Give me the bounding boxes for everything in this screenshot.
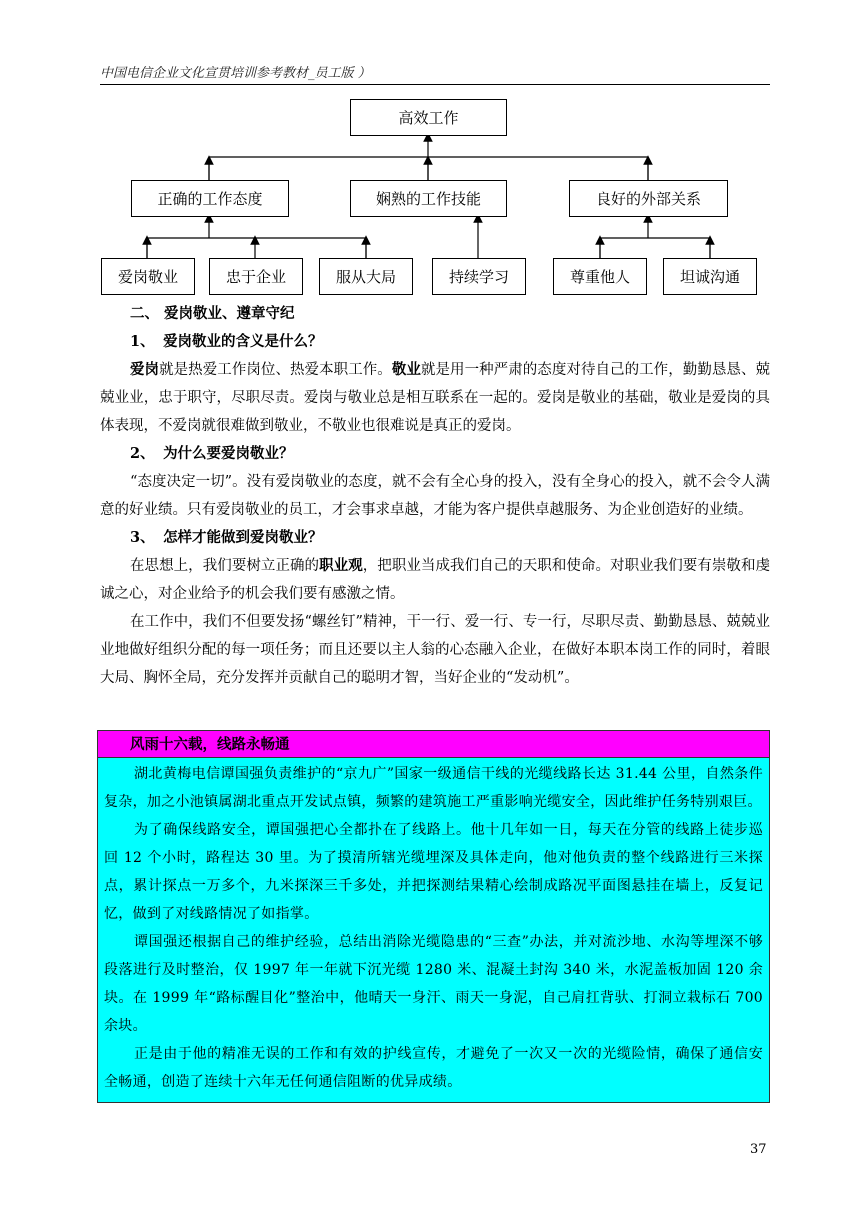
diagram-leaf-box: 坦诚沟通 <box>663 258 757 295</box>
paragraph-work: 在工作中，我们不但要发扬“螺丝钉”精神，干一行、爱一行、专一行，尽职尽责、勤勤恳恳、兢兢业业地做好组织分配的每一项任务；而且还要以主人翁的心态融入企业，在做好本职本岗工作的同时，着眼大局、胸怀全局，充分发挥并贡献自己的聪明才智，当好企业的“发动机”。 <box>100 614 770 686</box>
question-title: 怎样才能做到爱岗敬业？ <box>163 529 323 546</box>
story-body <box>97 757 770 1103</box>
main-content <box>100 300 770 692</box>
page-number: 37 <box>750 1142 767 1157</box>
bold-term: 职业观 <box>319 557 363 574</box>
paragraph-text: 在思想上，我们要树立正确的 <box>130 558 320 574</box>
running-header: 中国电信企业文化宣贯培训参考教材_员工版 ） <box>100 62 770 85</box>
diagram-leaf-box: 服从大局 <box>319 258 413 295</box>
story-paragraph: 湖北黄梅电信谭国强负责维护的“京九广”国家一级通信干线的光缆线路长达 31.44 公里，自然条件复杂，加之小池镇属湖北重点开发试点镇，频繁的建筑施工严重影响光缆安全，因此维护任务特别艰巨。 <box>104 766 763 810</box>
bold-term: 爱岗 <box>130 361 160 378</box>
story-paragraph: 正是由于他的精准无误的工作和有效的护线宣传，才避免了一次又一次的光缆险情，确保了通信安全畅通，创造了连续十六年无任何通信阻断的优异成绩。 <box>104 1046 763 1090</box>
question-number: 1、 <box>130 333 155 350</box>
question-title: 为什么要爱岗敬业？ <box>163 445 294 462</box>
paragraph-text: ，把职业当成我们自己的天职和使命。对职业我们要有崇敬和虔诚之心，对企业给予的机会我们要有感激之情。 <box>100 558 771 602</box>
diagram-leaf-box: 尊重他人 <box>553 258 647 295</box>
story-paragraph: 谭国强还根据自己的维护经验，总结出消除光缆隐患的“三查”办法，并对流沙地、水沟等埋深不够段落进行及时整治，仅 1997 年一年就下沉光缆 1280 米、混凝土封沟 340 米，水泥盖板加固 120 余块。在 1999 年“路标醒目化”整治中，他晴天一身汗、雨天一身泥，自己肩扛背驮、打洞立栽标石 700 余块。 <box>104 934 763 1034</box>
story-title: 风雨十六载，线路永畅通 <box>97 730 770 757</box>
diagram-leaf-box: 爱岗敬业 <box>101 258 195 295</box>
diagram-leaf-box: 持续学习 <box>432 258 526 295</box>
question-heading-3 <box>100 524 770 552</box>
story-box <box>97 730 770 1103</box>
bold-term: 敬业 <box>391 361 421 378</box>
paragraph-definition <box>100 356 770 440</box>
paragraph-text: 就是用一种严肃的态度对待自己的工作，勤勤恳恳、兢兢业业，忠于职守，尽职尽责。爱岗与敬业总是相互联系在一起的。爱岗是敬业的基础，敬业是爱岗的具体表现，不爱岗就很难做到敬业，不敬业也很难说是真正的爱岗。 <box>100 362 771 434</box>
paragraph-thought <box>100 552 770 608</box>
question-heading-2 <box>100 440 770 468</box>
paragraph-why: “态度决定一切”。没有爱岗敬业的态度，就不会有全心身的投入，没有全身心的投入，就不会令人满意的好业绩。只有爱岗敬业的员工，才会事求卓越，才能为客户提供卓越服务、为企业创造好的业绩。 <box>100 474 770 518</box>
story-paragraph: 为了确保线路安全，谭国强把心全都扑在了线路上。他十几年如一日，每天在分管的线路上徒步巡回 12 个小时，路程达 30 里。为了摸清所辖光缆埋深及具体走向，他对他负责的整个线路进行三米探点，累计探点一万多个，九米探深三千多处，并把探测结果精心绘制成路况平面图悬挂在墙上，反复记忆，做到了对线路情况了如指掌。 <box>104 822 763 922</box>
org-chart-diagram <box>0 0 868 300</box>
question-title: 爱岗敬业的含义是什么？ <box>163 333 323 350</box>
diagram-connectors <box>0 0 868 300</box>
question-heading-1 <box>100 328 770 356</box>
section-heading: 二、 爱岗敬业、遵章守纪 <box>130 305 295 322</box>
diagram-mid-box-attitude: 正确的工作态度 <box>131 180 289 217</box>
diagram-mid-box-skills: 娴熟的工作技能 <box>350 180 507 217</box>
paragraph-text: 就是热爱工作岗位、热爱本职工作。 <box>159 362 392 378</box>
diagram-root-box: 高效工作 <box>350 99 507 136</box>
diagram-leaf-box: 忠于企业 <box>209 258 303 295</box>
diagram-mid-box-relations: 良好的外部关系 <box>569 180 728 217</box>
question-number: 3、 <box>130 529 155 546</box>
question-number: 2、 <box>130 445 155 462</box>
